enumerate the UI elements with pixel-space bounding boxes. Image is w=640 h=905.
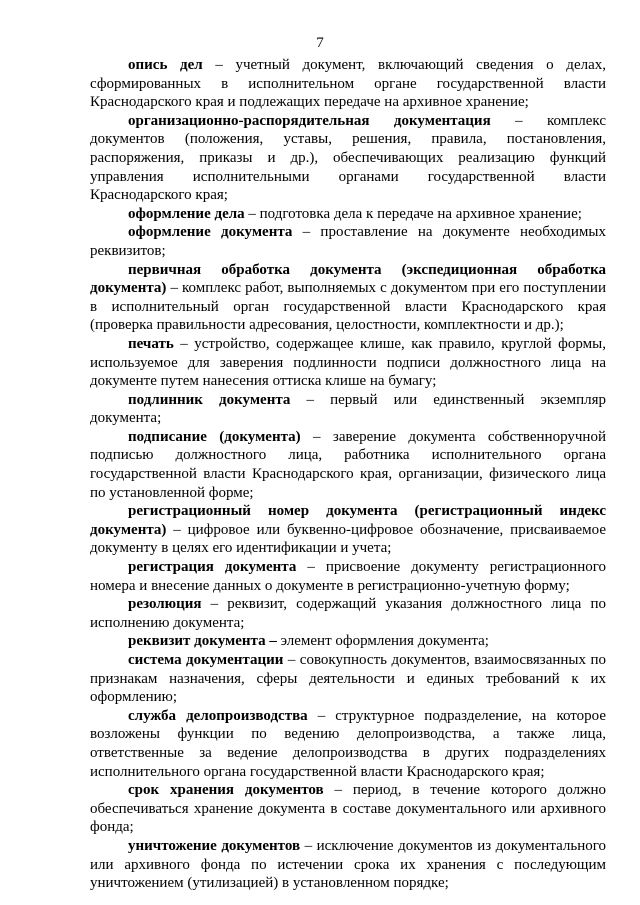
definition: – структурное подразделение, на которое возложены функции по ведению делопроизводства, а также лица, ответственные за ведение делопроизводства в других подразделениях исполнительного органа государственной власти Краснодарского края; xyxy=(90,707,606,780)
definition: – первый или единственный экземпляр документа; xyxy=(90,391,606,427)
glossary-entry xyxy=(90,632,606,651)
term: регистрационный номер документа (регистрационный индекс документа) xyxy=(90,503,606,538)
term: уничтожение документов xyxy=(128,837,301,854)
term: служба делопроизводства xyxy=(128,707,308,724)
definition: – учетный документ, включающий сведения о делах, сформированных в исполнительном органе государственной власти Краснодарского края и подлежащих передаче на архивное хранение; xyxy=(90,57,606,111)
glossary-entry xyxy=(90,502,606,558)
definition: – устройство, содержащее клише, как правило, круглой формы, используемое для заверения подлинности подписи должностного лица на документе путем нанесения оттиска клише на бумагу; xyxy=(90,335,606,390)
definition: – исключение документов из документального или архивного фонда по истечении срока их хранения с последующим уничтожением (утилизацией) в установленном порядке; xyxy=(90,837,606,892)
definition: – заверение документа собственноручной подписью должностного лица, работника исполнительного органа государственной власти Краснодарского края, организации, физического лица по установленной форме; xyxy=(90,428,606,501)
term: реквизит документа – xyxy=(128,633,277,650)
glossary-entry xyxy=(90,335,606,391)
glossary-entry xyxy=(90,261,606,335)
definition: – проставление на документе необходимых реквизитов; xyxy=(90,224,606,259)
glossary-entry xyxy=(90,781,606,837)
term: оформление документа xyxy=(128,224,293,241)
glossary-entry xyxy=(90,595,606,632)
definition: – присвоение документу регистрационного номера и внесение данных о документе в регистрационно-учетную форму; xyxy=(90,559,606,594)
glossary-entry xyxy=(90,707,606,781)
definition: – реквизит, содержащий указания должностного лица по исполнению документа; xyxy=(90,596,606,631)
term: организационно-распорядительная документация xyxy=(128,112,491,129)
glossary-entry xyxy=(90,56,606,112)
definition: – комплекс работ, выполняемых с документом при его поступлении в исполнительный орган государственной власти Краснодарского края (проверка правильности адресования, целостности, комплектности и др.); xyxy=(90,280,606,334)
term: печать xyxy=(128,335,174,352)
term: регистрация документа xyxy=(128,559,297,576)
glossary-entry xyxy=(90,837,606,893)
term: система документации xyxy=(128,652,284,668)
glossary-body xyxy=(90,56,606,893)
definition: – совокупность документов, взаимосвязанных по признакам назначения, сферы деятельности и единых требований к их оформлению; xyxy=(90,652,606,706)
definition: элемент оформления документа; xyxy=(276,633,489,650)
term: оформление дела xyxy=(128,205,245,222)
glossary-entry xyxy=(90,112,606,205)
definition: – цифровое или буквенно-цифровое обозначение, присваиваемое документу в целях его идентификации и учета; xyxy=(90,521,606,557)
term: подлинник документа xyxy=(128,391,291,408)
definition: – период, в течение которого должно обеспечиваться хранение документа в составе документального или архивного фонда; xyxy=(90,782,606,836)
glossary-entry xyxy=(90,428,606,502)
term: опись дел xyxy=(128,57,203,73)
glossary-entry xyxy=(90,205,606,224)
glossary-entry xyxy=(90,651,606,707)
term: срок хранения документов xyxy=(128,782,324,799)
glossary-entry xyxy=(90,558,606,595)
glossary-entry xyxy=(90,391,606,428)
term: подписание (документа) xyxy=(128,428,301,445)
term: первичная обработка документа (экспедиционная обработка документа) xyxy=(90,261,606,297)
definition: – подготовка дела к передаче на архивное хранение; xyxy=(244,205,582,222)
glossary-entry xyxy=(90,223,606,260)
page-number: 7 xyxy=(316,35,324,51)
term: резолюция xyxy=(128,596,202,613)
definition: – комплекс документов (положения, уставы, решения, правила, постановления, распоряжения, приказы и др.), обеспечивающих реализацию функций управления исполнительными органами государственной власти Краснодарского края; xyxy=(90,112,606,204)
